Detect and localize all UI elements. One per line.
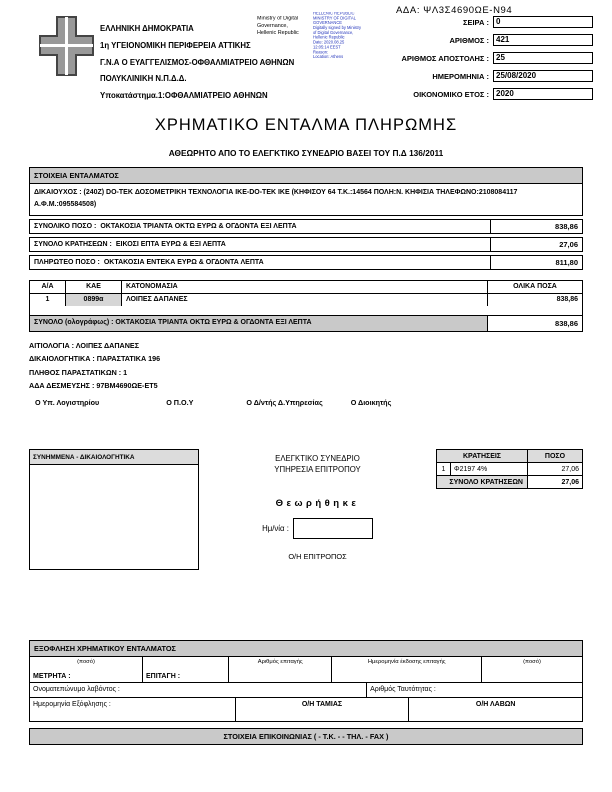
field-imerominia-value: 25/08/2020 <box>493 70 593 82</box>
field-oikonomiko-etos-label: ΟΙΚΟΝΟΜΙΚΟ ΕΤΟΣ : <box>413 89 489 99</box>
signature-line: Digitally signed by Ministry <box>313 26 362 31</box>
org-line-branch: Υποκατάστημα.1:ΟΦΘΑΛΜΙΑΤΡΕΙΟ ΑΘΗΝΩΝ <box>100 91 268 101</box>
beneficiary-line-1: ΔΙΚΑΙΟΥΧΟΣ : (240Ζ) DO-TEK ΔΟΣΟΜΕΤΡΙΚΗ ΤΕΧΝΟΛΟΓΙΑ ΙΚΕ-DO-TEK ΙΚΕ (ΚΗΦΙΣΟΥ 64 Τ.Κ.:14564 ΠΟΛΗ:Ν. ΚΗΦΙΣΙΑ ΤΗΛΕΦΩΝΟ:2108084117 <box>34 189 518 196</box>
kae-header-kae: ΚΑΕ <box>66 281 122 293</box>
field-imerominia <box>402 70 593 82</box>
health-cross-logo <box>38 15 95 82</box>
deductions-amount-words: ΕΙΚΟΣΙ ΕΠΤΑ ΕΥΡΩ & ΕΞΙ ΛΕΠΤΑ <box>115 240 226 248</box>
org-line-republic: ΕΛΛΗΝΙΚΗ ΔΗΜΟΚΡΑΤΙΑ <box>100 24 194 33</box>
signatory-governor: Ο Διοικητής <box>350 398 392 407</box>
payable-amount-words: ΟΚΤΑΚΟΣΙΑ ΕΝΤΕΚΑ ΕΥΡΩ & ΟΓΔΟΝΤΑ ΛΕΠΤΑ <box>103 258 264 266</box>
audit-court-block <box>199 449 436 561</box>
field-arithmos-label: ΑΡΙΘΜΟΣ : <box>449 35 489 45</box>
ministry-stamp-name <box>257 16 299 37</box>
stamp-name-line: Hellenic Republic <box>257 30 299 36</box>
stamp-name-line: Governance, <box>257 23 288 29</box>
total-amount-label: ΣΥΝΟΛΙΚΟ ΠΟΣΟ : <box>34 222 97 230</box>
signature-line: GOVERNANCE <box>313 21 343 26</box>
payment-section-title: ΕΞΟΦΛΗΣΗ ΧΡΗΜΑΤΙΚΟΥ ΕΝΤΑΛΜΑΤΟΣ <box>30 641 582 657</box>
deduction-row-amount: 27,06 <box>561 465 579 473</box>
cash-label: ΜΕΤΡΗΤΑ : <box>33 673 71 680</box>
deductions-total-amount: 27,06 <box>528 476 582 488</box>
court-date-row <box>199 518 436 539</box>
deductions-amount-text <box>30 238 490 251</box>
warrant-detail-lines <box>29 341 583 391</box>
org-line-hospital: Γ.Ν.Α Ο ΕΥΑΓΓΕΛΙΣΜΟΣ-ΟΦΘΑΛΜΙΑΤΡΕΙΟ ΑΘΗΝΩΝ <box>100 57 295 67</box>
commissioner-label: Ο/Η ΕΠΙΤΡΟΠΟΣ <box>288 552 347 561</box>
cash-amount-hint: (ποσό) <box>77 659 95 665</box>
kae-table <box>29 280 583 332</box>
field-arithmos-apostolis-value: 25 <box>493 52 593 64</box>
kae-header-aa: Α/Α <box>30 281 66 293</box>
deduction-row-aa: 1 <box>437 463 451 475</box>
payment-date-label: Ημερομηνία Εξόφλησης : <box>30 698 236 721</box>
warrant-details-section <box>29 167 583 407</box>
field-arithmos-value: 421 <box>493 34 593 46</box>
payable-amount-text <box>30 256 490 269</box>
document-header <box>0 0 612 108</box>
attachments-box <box>29 449 199 570</box>
field-oikonomiko-etos-value: 2020 <box>493 88 593 100</box>
attachments-empty-area <box>29 465 199 570</box>
kae-table-header <box>30 281 582 294</box>
signature-line: Location: Athens <box>313 55 344 60</box>
recipient-label: Ο/Η ΛΑΒΩΝ <box>475 701 516 708</box>
deduction-row-name: Φ2197 4% <box>451 463 528 475</box>
court-date-label: Ημ/νία : <box>262 524 289 533</box>
audit-court-line1: ΕΛΕΓΚΤΙΚΟ ΣΥΝΕΔΡΙΟ <box>275 454 360 463</box>
field-imerominia-label: ΗΜΕΡΟΜΗΝΙΑ : <box>432 71 489 81</box>
section-header-warrant: ΣΤΟΙΧΕΙΑ ΕΝΤΑΛΜΑΤΟΣ <box>29 167 583 184</box>
payable-amount-row <box>29 255 583 270</box>
total-amount-value: 838,86 <box>490 220 582 233</box>
digital-signature-stamp <box>313 12 392 60</box>
org-line-region: 1η ΥΓΕΙΟΝΟΜΙΚΗ ΠΕΡΙΦΕΡΕΙΑ ΑΤΤΙΚΗΣ <box>100 40 251 50</box>
kae-row-kae: 0899α <box>66 294 122 306</box>
header-field-list <box>402 16 593 106</box>
contact-info-bar: ΣΤΟΙΧΕΙΑ ΕΠΙΚΟΙΝΩΝΙΑΣ ( - Τ.Κ. - - ΤΗΛ. - FAX ) <box>29 728 583 745</box>
signatories-row <box>29 398 583 407</box>
check-label: ΕΠΙΤΑΓΗ : <box>146 673 181 680</box>
org-line-polyclinic: ΠΟΛΥΚΛΙΝΙΚΗ Ν.Π.Δ.Δ. <box>100 74 187 84</box>
id-number-label: Αριθμός Ταυτότητας : <box>370 686 436 693</box>
deduction-row <box>436 463 583 476</box>
payable-amount-value: 811,80 <box>490 256 582 269</box>
check-number-cell <box>229 657 332 682</box>
stamp-name-line: Ministry of Digital <box>257 16 299 22</box>
kae-total-label: ΣΥΝΟΛΟ (ολογράφως) : ΟΚΤΑΚΟΣΙΑ ΤΡΙΑΝΤΑ ΟΚΤΩ ΕΥΡΩ & ΟΓΔΟΝΤΑ ΕΞΙ ΛΕΠΤΑ <box>30 316 487 331</box>
middle-section <box>29 449 583 570</box>
payment-settlement-section <box>29 640 583 722</box>
deductions-header-amount: ΠΟΣΟ <box>544 452 566 460</box>
signatory-accounting: Ο Υπ. Λογιστηρίου <box>35 398 100 407</box>
deductions-table <box>436 449 583 489</box>
signatory-director: Ο Δ/ντής Δ.Υπηρεσίας <box>246 398 323 407</box>
kae-header-amount: ΟΛΙΚΑ ΠΟΣΑ <box>487 281 582 293</box>
kae-total-amount: 838,86 <box>487 316 582 331</box>
check-date-hint: Ημερομηνία έκδοσης επιταγής <box>367 659 446 665</box>
check-date-cell <box>332 657 482 682</box>
signatory-poy: Ο Π.Ο.Υ <box>166 398 194 407</box>
field-arithmos <box>402 34 593 46</box>
detail-dikaiologitika: ΔΙΚΑΙΟΛΟΓΗΤΙΚΑ : ΠΑΡΑΣΤΑΤΙΚΑ 196 <box>29 354 161 363</box>
check-amount-cell <box>482 657 582 682</box>
kae-table-row <box>30 294 582 306</box>
deductions-amount-value: 27,06 <box>490 238 582 251</box>
payment-method-row <box>30 657 582 683</box>
signature-line: Date: 2020.08.25 <box>313 40 345 45</box>
signature-line: of Digital Governance, <box>313 31 354 36</box>
signature-line: Reason: <box>313 50 329 55</box>
deductions-amount-label: ΣΥΝΟΛΟ ΚΡΑΤΗΣΕΩΝ : <box>34 240 112 248</box>
deductions-total-row <box>436 476 583 489</box>
payment-signatures-row <box>30 698 582 721</box>
cashier-label: Ο/Η ΤΑΜΙΑΣ <box>236 698 410 721</box>
signature-line: HELLENIC REPUBLIC <box>313 12 355 17</box>
check-amount-hint: (ποσό) <box>523 659 541 665</box>
signature-line: 12:05:14 EEST <box>313 45 341 50</box>
cross-icon <box>38 15 95 77</box>
detail-plithos-parastatikon: ΠΛΗΘΟΣ ΠΑΡΑΣΤΑΤΙΚΩΝ : 1 <box>29 367 128 377</box>
deductions-header-name: ΚΡΑΤΗΣΕΙΣ <box>437 450 528 462</box>
detail-ada-desmeusis: ΑΔΑ ΔΕΣΜΕΥΣΗΣ : 97ΒΜ4690ΩΕ-ΕΤ5 <box>29 381 158 390</box>
field-arithmos-apostolis <box>402 52 593 64</box>
audit-court-line2: ΥΠΗΡΕΣΙΑ ΕΠΙΤΡΟΠΟΥ <box>274 465 361 474</box>
beneficiary-line-2: Α.Φ.Μ.:095584508) <box>34 201 97 209</box>
signature-line: Hellenic Republic <box>313 36 345 41</box>
attachments-title: ΣΥΝΗΜΜΕΝΑ - ΔΙΚΑΙΟΛΟΓΗΤΙΚΑ <box>29 449 199 465</box>
detail-aitiologia: ΑΙΤΙΟΛΟΓΙΑ : ΛΟΙΠΕΣ ΔΑΠΑΝΕΣ <box>29 340 140 350</box>
signature-line: MINISTRY OF DIGITAL <box>313 16 356 21</box>
kae-table-spacer <box>30 306 582 315</box>
deductions-amount-row <box>29 237 583 252</box>
field-arithmos-apostolis-label: ΑΡΙΘΜΟΣ ΑΠΟΣΤΟΛΗΣ : <box>401 53 489 63</box>
deductions-header-row <box>436 449 583 463</box>
payable-amount-label: ΠΛΗΡΩΤΕΟ ΠΟΣΟ : <box>34 258 100 266</box>
approved-stamp-text: Θεωρήθηκε <box>275 498 360 509</box>
deductions-total-label: ΣΥΝΟΛΟ ΚΡΑΤΗΣΕΩΝ <box>437 476 528 488</box>
ada-code: ΑΔΑ: ΨΛ3Σ4690ΩΕ-Ν94 <box>396 5 513 16</box>
total-amount-text <box>30 220 490 233</box>
kae-header-name: ΚΑΤΟΝΟΜΑΣΙΑ <box>126 283 178 290</box>
document-subtitle: ΑΘΕΩΡΗΤΟ ΑΠΟ ΤΟ ΕΛΕΓΚΤΙΚΟ ΣΥΝΕΔΡΙΟ ΒΑΣΕΙ ΤΟΥ Π.Δ 136/2011 <box>168 148 444 158</box>
kae-row-name: ΛΟΙΠΕΣ ΔΑΠΑΝΕΣ <box>126 296 188 303</box>
check-number-hint: Αριθμός επιταγής <box>257 659 303 665</box>
kae-row-aa: 1 <box>30 294 66 306</box>
cash-cell <box>30 657 143 682</box>
payee-row <box>30 683 582 698</box>
issuing-authority-block <box>100 25 294 109</box>
beneficiary-box <box>29 184 583 216</box>
kae-table-total-row <box>30 315 582 331</box>
check-cell <box>143 657 229 682</box>
kae-row-amount: 838,86 <box>487 294 582 306</box>
total-amount-row <box>29 219 583 234</box>
field-seira-label: ΣΕΙΡΑ : <box>462 17 489 27</box>
total-amount-words: ΟΚΤΑΚΟΣΙΑ ΤΡΙΑΝΤΑ ΟΚΤΩ ΕΥΡΩ & ΟΓΔΟΝΤΑ ΕΞΙ ΛΕΠΤΑ <box>100 222 297 230</box>
field-seira <box>402 16 593 28</box>
field-seira-value: 0 <box>493 16 593 28</box>
field-oikonomiko-etos <box>402 88 593 100</box>
payee-name-label: Ονοματεπώνυμο λαβόντος : <box>30 683 367 697</box>
document-title: ΧΡΗΜΑΤΙΚΟ ΕΝΤΑΛΜΑ ΠΛΗΡΩΜΗΣ <box>154 116 458 134</box>
court-date-box <box>293 518 373 539</box>
